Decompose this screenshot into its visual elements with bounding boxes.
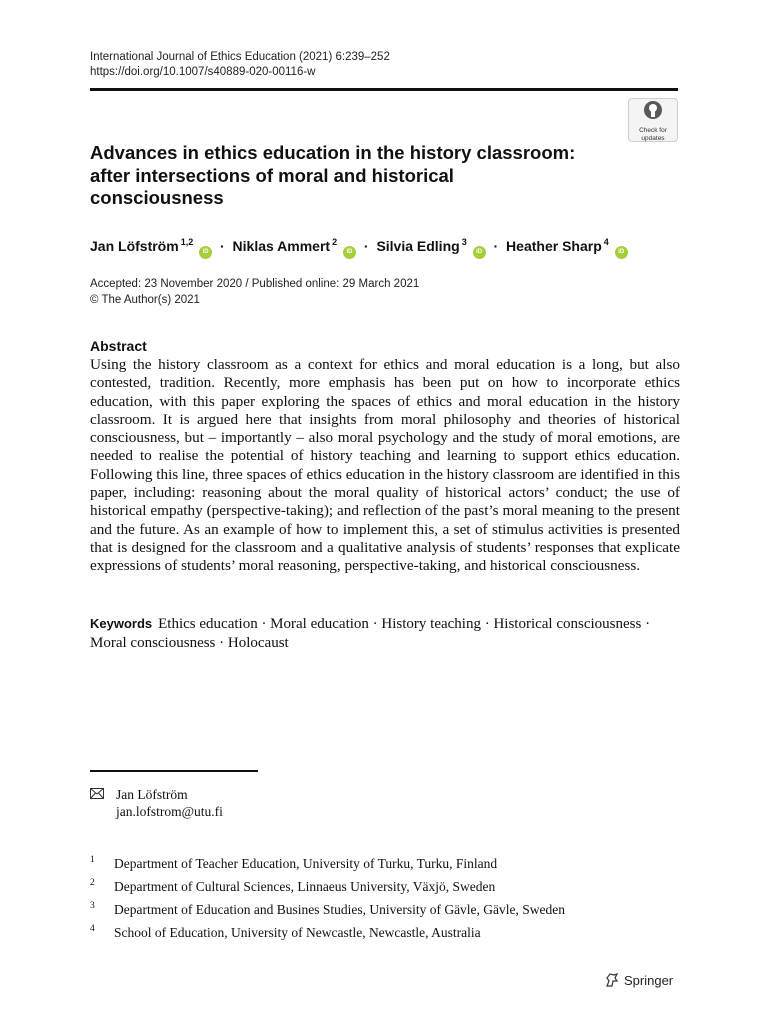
publisher-name: Springer xyxy=(624,973,674,988)
affiliation-text: Department of Education and Busines Studies, University of Gävle, Gävle, Sweden xyxy=(114,902,566,917)
envelope-icon xyxy=(90,788,104,799)
badge-line1: Check for xyxy=(639,127,667,134)
author-affiliation-ref: 2 xyxy=(332,237,338,247)
affiliation-number: 4 xyxy=(90,924,95,934)
publication-dates xyxy=(90,276,419,308)
affiliation-text: Department of Cultural Sciences, Linnaeus University, Växjö, Sweden xyxy=(114,879,496,894)
affiliation-item xyxy=(90,878,680,895)
orcid-icon[interactable]: iD xyxy=(615,246,628,259)
affiliation-number: 1 xyxy=(90,855,95,865)
affiliation-number: 2 xyxy=(90,878,95,888)
affiliation-item xyxy=(90,901,680,918)
author-affiliation-ref: 1,2 xyxy=(180,237,194,247)
title-line-1: Advances in ethics education in the history classroom: xyxy=(90,142,576,163)
author-separator: · xyxy=(219,238,225,254)
author-separator: · xyxy=(363,238,369,254)
affiliation-item xyxy=(90,924,680,941)
copyright-icon: © xyxy=(90,294,99,306)
affiliation-text: Department of Teacher Education, University of Turku, Turku, Finland xyxy=(114,856,498,871)
header-rule xyxy=(90,88,678,91)
abstract-heading: Abstract xyxy=(90,338,147,354)
journal-citation: International Journal of Ethics Education (2021) 6:239–252 xyxy=(90,51,390,63)
affiliation-text: School of Education, University of Newcastle, Newcastle, Australia xyxy=(114,925,481,940)
title-line-2: after intersections of moral and historical xyxy=(90,164,454,186)
paper-title xyxy=(90,142,650,210)
author-name[interactable]: Heather Sharp xyxy=(506,238,602,254)
author-affiliation-ref: 3 xyxy=(461,237,467,247)
published-date: Published online: 29 March 2021 xyxy=(251,278,420,290)
publisher-logo xyxy=(604,972,673,988)
author-list xyxy=(90,233,628,259)
accepted-date: Accepted: 23 November 2020 / xyxy=(90,278,249,290)
author-name[interactable]: Jan Löfström xyxy=(90,238,179,254)
contact-name: Jan Löfström xyxy=(116,787,188,802)
author-affiliation-ref: 4 xyxy=(603,237,609,247)
abstract-body: Using the history classroom as a context for ethics and moral education is a long, but also contested, tradition. Recently, more emphasis has been put on how to incorporate ethics education, with this paper exploring the spaces of ethics and moral education in the history classroom. It is argued here that insights from moral philosophy and theories of historical consciousness, but – importantly – also moral psychology and the study of moral emotions, are needed to realise the potential of history teaching and learning to support ethics education. Following this line, three spaces of ethics education in the history classroom are identified in this paper, including: reasoning about the moral quality of historical actors’ conduct; the use of historical empathy (perspective-taking); and reflection of the past’s moral meaning to the present and the future. As an example of how to implement this, a set of stimulus activities is presented that is designed for the classroom and a qualitative analysis of students’ responses that explicate expressions of students’ moral reasoning, perspective-taking, and historical consciousness. xyxy=(90,356,680,575)
orcid-icon[interactable]: iD xyxy=(199,246,212,259)
update-check-icon xyxy=(641,99,665,121)
keywords-label: Keywords xyxy=(90,616,153,631)
keywords-text: Ethics education · Moral education · History teaching · Historical consciousness · Moral consciousness · Holocaust xyxy=(90,616,651,651)
copyright-text: The Author(s) 2021 xyxy=(101,294,200,306)
orcid-icon[interactable]: iD xyxy=(473,246,486,259)
contact-email[interactable]: jan.lofstrom@utu.fi xyxy=(116,804,223,819)
title-line-3: consciousness xyxy=(90,187,224,208)
keywords-block xyxy=(90,614,680,653)
author-separator: · xyxy=(493,238,499,254)
affiliation-number: 3 xyxy=(90,901,95,911)
springer-horse-icon xyxy=(604,972,620,988)
author-name[interactable]: Niklas Ammert xyxy=(232,238,331,254)
doi-link[interactable]: https://doi.org/10.1007/s40889-020-00116-w xyxy=(90,66,316,78)
badge-line2: updates xyxy=(641,135,665,142)
footnote-rule xyxy=(90,770,258,772)
corresponding-author xyxy=(90,786,223,820)
journal-header xyxy=(90,50,390,80)
affiliation-item xyxy=(90,855,680,872)
check-for-updates-badge[interactable] xyxy=(628,98,678,142)
author-name[interactable]: Silvia Edling xyxy=(376,238,460,254)
orcid-icon[interactable]: iD xyxy=(343,246,356,259)
